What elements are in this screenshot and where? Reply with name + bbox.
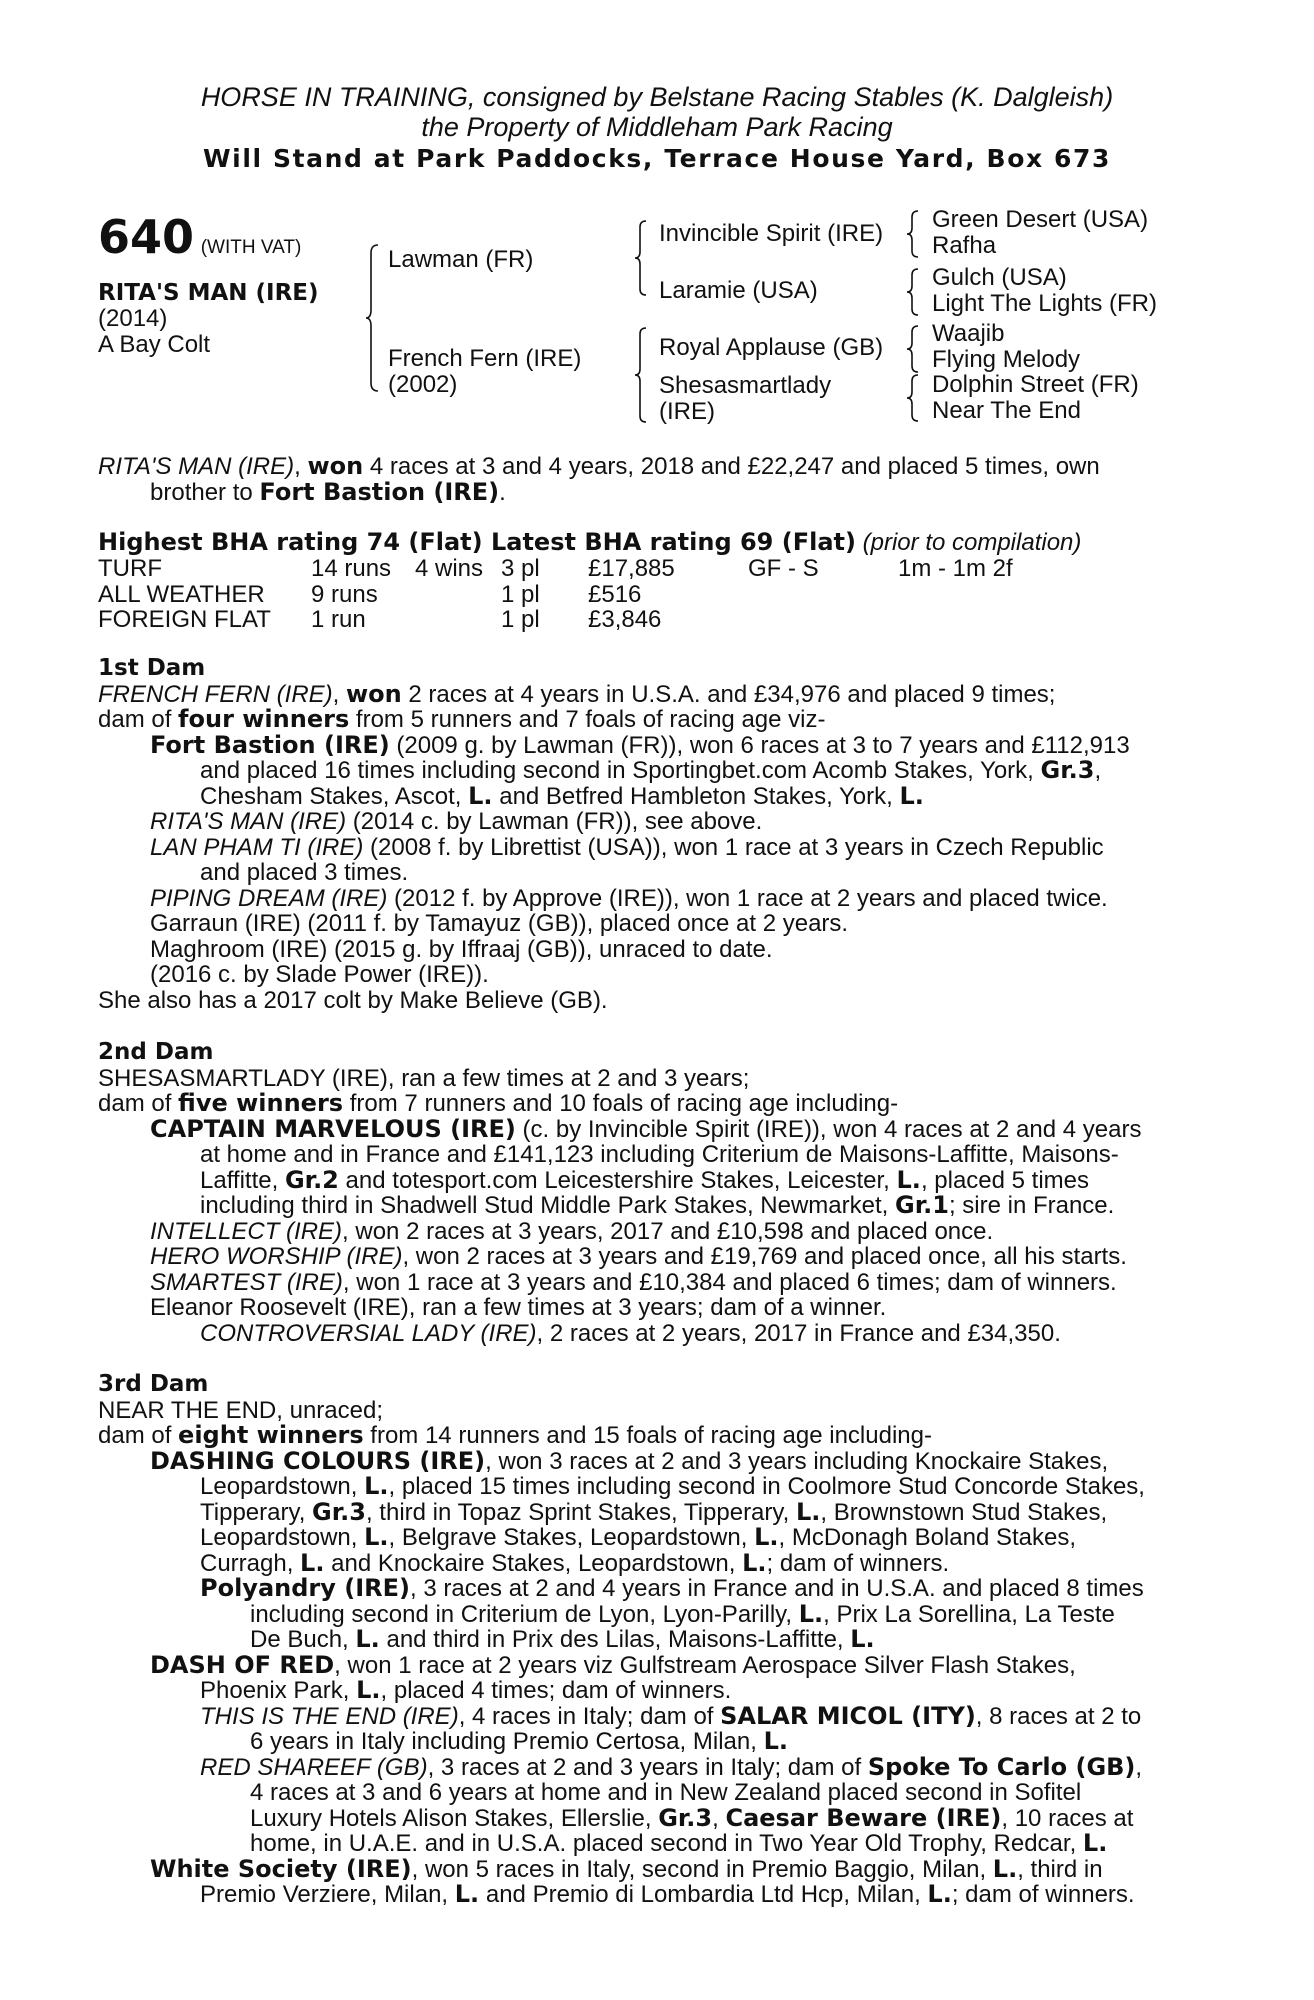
grade-label: Gr.1	[895, 1191, 949, 1219]
text: , 10 races at	[1001, 1804, 1134, 1832]
ancestor-7: Dolphin Street (FR)	[932, 371, 1139, 398]
section-heading: 3rd Dam	[98, 1371, 209, 1397]
progeny-note: She also has a 2017 colt by Make Believe (GB).	[98, 986, 608, 1014]
section-heading: 1st Dam	[98, 655, 206, 681]
summary-text: ,	[294, 453, 308, 480]
winners-count: four winners	[178, 705, 350, 733]
text: De Buch,	[250, 1626, 356, 1653]
ancestor-6: Flying Melody	[932, 346, 1081, 373]
text: , 8 races at 2 to	[975, 1702, 1142, 1730]
summary-brother: Fort Bastion (IRE)	[259, 477, 500, 506]
runs: 9 runs	[311, 580, 378, 608]
lot-header	[0, 82, 1314, 176]
text: Phoenix Park,	[200, 1677, 357, 1704]
ratings-note: (prior to compilation)	[862, 529, 1082, 556]
text: , McDonagh Boland Stakes,	[778, 1524, 1077, 1551]
text: Tipperary,	[200, 1498, 313, 1526]
summary-won: won	[307, 452, 364, 480]
surface: FOREIGN FLAT	[98, 606, 271, 633]
text: Laffitte,	[200, 1166, 285, 1194]
dam-line: NEAR THE END, unraced;	[98, 1396, 383, 1424]
pedigree-brace-g1	[906, 209, 920, 259]
listed-label: L.	[454, 1880, 480, 1908]
text: 4 races at 3 and 6 years at home and in New Zealand placed second in Sofitel	[250, 1779, 1082, 1806]
progeny-line: Maghroom (IRE) (2015 g. by Iffraaj (GB)), unraced to date.	[150, 935, 773, 963]
text: dam of	[98, 1090, 179, 1117]
grade-label: Gr.3	[312, 1497, 366, 1526]
third-dam-section	[98, 1372, 1208, 1908]
ancestor-1: Green Desert (USA)	[932, 206, 1149, 233]
text: (c. by Invincible Spirit (IRE)), won 4 races at 2 and 4 years	[515, 1115, 1142, 1143]
listed-label: L.	[754, 1523, 779, 1551]
dam-line: SHESASMARTLADY (IRE), ran a few times at 2 and 3 years;	[98, 1064, 750, 1092]
sire: Lawman (FR)	[388, 246, 534, 273]
text: , won 1 race at 2 years viz Gulfstream Aerospace Silver Flash Stakes,	[334, 1651, 1076, 1679]
progeny-name: PIPING DREAM (IRE)	[150, 884, 388, 912]
text: Leopardstown,	[200, 1524, 365, 1551]
text: , won 2 races at 3 years and £19,769 and placed once, all his starts.	[402, 1243, 1127, 1270]
text: ; sire in France.	[948, 1192, 1115, 1219]
lot-number: 640	[98, 210, 195, 264]
text: 6 years in Italy including Premio Certosa, Milan,	[250, 1728, 764, 1755]
text: dam of	[98, 1422, 179, 1449]
progeny-name: LAN PHAM TI (IRE)	[150, 833, 364, 861]
ancestor-5: Waajib	[932, 320, 1005, 347]
first-dam-section	[98, 656, 1208, 1013]
listed-label: L.	[1082, 1829, 1108, 1857]
text: home, in U.A.E. and in U.S.A. placed second in Two Year Old Trophy, Redcar,	[250, 1830, 1083, 1857]
grade-label: Gr.3	[1040, 756, 1095, 784]
ancestor-8: Near The End	[932, 397, 1081, 424]
distance: 1m - 1m 2f	[898, 555, 1013, 582]
text: , placed 5 times	[920, 1166, 1090, 1194]
pedigree-brace-g3	[906, 324, 920, 374]
progeny-name: Spoke To Carlo (GB)	[867, 1752, 1136, 1781]
text: Curragh,	[200, 1549, 301, 1577]
listed-label: L.	[798, 1599, 824, 1628]
text: ,	[712, 1804, 726, 1832]
listed-label: L.	[364, 1523, 389, 1551]
dam-dam-line2: (IRE)	[659, 398, 715, 425]
text: and Premio di Lombardia Ltd Hcp, Milan,	[479, 1881, 928, 1908]
vat-note: (WITH VAT)	[200, 237, 302, 258]
sire-sire: Invincible Spirit (IRE)	[659, 220, 884, 247]
text: , 4 races in Italy; dam of	[458, 1702, 721, 1730]
listed-label: L.	[763, 1727, 788, 1755]
winners-count: five winners	[178, 1089, 344, 1117]
grade-label: Gr.2	[284, 1165, 339, 1194]
text: from 7 runners and 10 foals of racing age including-	[343, 1090, 899, 1117]
horse-name: RITA'S MAN (IRE)	[98, 280, 319, 306]
progeny-line: (2016 c. by Slade Power (IRE)).	[150, 961, 489, 988]
text: , won 1 race at 3 years and £10,384 and placed 6 times; dam of winners.	[342, 1268, 1117, 1296]
text: from 5 runners and 7 foals of racing age viz-	[349, 706, 826, 733]
listed-label: L.	[356, 1676, 381, 1704]
pedigree-brace-sire	[634, 219, 648, 297]
text: ; dam of winners.	[766, 1549, 950, 1577]
text: ; dam of winners.	[951, 1881, 1135, 1908]
text: (2012 f. by Approve (IRE)), won 1 race at 2 years and placed twice.	[387, 884, 1108, 912]
lot-number-block	[98, 210, 302, 264]
runs: 1 run	[311, 606, 366, 633]
progeny-name: SMARTEST (IRE)	[150, 1268, 343, 1296]
text: and Betfred Hambleton Stakes, York,	[492, 782, 900, 810]
text: ,	[1094, 757, 1102, 784]
progeny-name: HERO WORSHIP (IRE)	[150, 1243, 403, 1270]
placed: 1 pl	[501, 606, 540, 633]
summary-text: brother to	[150, 478, 260, 506]
text: , third in	[1017, 1855, 1103, 1883]
text: and placed 3 times.	[200, 859, 409, 886]
progeny-name: CAPTAIN MARVELOUS (IRE)	[150, 1114, 516, 1143]
progeny-name: White Society (IRE)	[150, 1854, 412, 1883]
wins: 4 wins	[415, 555, 484, 582]
race-summary	[98, 454, 1208, 505]
text: , 3 races at 2 and 3 years in Italy; dam of	[427, 1753, 868, 1781]
text: ,	[1135, 1753, 1143, 1781]
text: , placed 4 times; dam of winners.	[380, 1677, 732, 1704]
ratings-text: Highest BHA rating 74 (Flat) Latest BHA rating 69 (Flat)	[98, 528, 856, 556]
progeny-line: Garraun (IRE) (2011 f. by Tamayuz (GB)), placed once at 2 years.	[150, 910, 849, 937]
going: GF - S	[748, 555, 819, 582]
text: (2009 g. by Lawman (FR)), won 6 races at 3 to 7 years and £112,913	[389, 731, 1130, 759]
ancestor-3: Gulch (USA)	[932, 264, 1067, 291]
listed-label: L.	[896, 1165, 921, 1194]
text: from 14 runners and 15 foals of racing age including-	[363, 1422, 932, 1449]
placed: 3 pl	[501, 555, 540, 582]
second-dam-section	[98, 1040, 1208, 1346]
dam-sire: Royal Applause (GB)	[659, 334, 884, 361]
text: , 3 races at 2 and 4 years in France and in U.S.A. and placed 8 times	[410, 1575, 1144, 1602]
text: including third in Shadwell Stud Middle Park Stakes, Newmarket,	[200, 1192, 895, 1219]
listed-label: L.	[355, 1625, 380, 1653]
text: and Knockaire Stakes, Leopardstown,	[324, 1549, 743, 1577]
text: and totesport.com Leicestershire Stakes, Leicester,	[338, 1166, 897, 1194]
section-heading: 2nd Dam	[98, 1039, 214, 1065]
pedigree-brace-g2	[906, 267, 920, 317]
pedigree-brace-g4	[906, 373, 920, 423]
prize: £3,846	[588, 606, 662, 633]
stand-line: Will Stand at Park Paddocks, Terrace House Yard, Box 673	[202, 144, 1111, 173]
listed-label: L.	[992, 1854, 1018, 1883]
summary-text: .	[499, 478, 506, 506]
pedigree-brace-main	[364, 243, 380, 393]
winners-count: eight winners	[178, 1421, 364, 1449]
text: , won 3 races at 2 and 3 years including Knockaire Stakes,	[485, 1447, 1109, 1475]
text: , Brownstown Stud Stakes,	[820, 1498, 1108, 1526]
progeny-name: RED SHAREEF (GB)	[200, 1753, 428, 1781]
dam-dam-line1: Shesasmartlady	[659, 372, 832, 399]
text: including second in Criterium de Lyon, Lyon-Parilly,	[250, 1600, 799, 1628]
text: Chesham Stakes, Ascot,	[200, 782, 469, 810]
text: , placed 15 times including second in Coolmore Stud Concorde Stakes,	[388, 1473, 1145, 1500]
text: , 2 races at 2 years, 2017 in France and £34,350.	[536, 1319, 1061, 1347]
surface: TURF	[98, 555, 162, 582]
listed-label: L.	[899, 781, 924, 810]
progeny-name: Caesar Beware (IRE)	[725, 1803, 1002, 1832]
progeny-line: Eleanor Roosevelt (IRE), ran a few times at 3 years; dam of a winner.	[150, 1294, 887, 1321]
progeny-name: SALAR MICOL (ITY)	[720, 1701, 976, 1730]
progeny-name: CONTROVERSIAL LADY (IRE)	[200, 1319, 537, 1347]
text: , third in Topaz Sprint Stakes, Tipperary,	[365, 1498, 796, 1526]
property-line: the Property of Middleham Park Racing	[421, 112, 893, 142]
listed-label: L.	[468, 781, 493, 810]
placed: 1 pl	[501, 580, 540, 608]
ancestor-2: Rafha	[932, 232, 997, 259]
listed-label: L.	[927, 1880, 952, 1908]
progeny-name: INTELLECT (IRE)	[150, 1217, 343, 1245]
bha-ratings	[98, 530, 1081, 556]
surface: ALL WEATHER	[98, 580, 265, 608]
progeny-name: Fort Bastion (IRE)	[150, 730, 390, 759]
dam-name: FRENCH FERN (IRE)	[98, 680, 333, 708]
text: dam of	[98, 706, 179, 733]
dam-year: (2002)	[388, 371, 458, 398]
prize: £17,885	[588, 555, 675, 582]
text: (2008 f. by Librettist (USA)), won 1 race at 3 years in Czech Republic	[363, 833, 1104, 861]
text: and third in Prix des Lilas, Maisons-Laffitte,	[379, 1626, 851, 1653]
runs: 14 runs	[311, 555, 392, 582]
listed-label: L.	[742, 1548, 767, 1577]
text: Premio Verziere, Milan,	[200, 1881, 455, 1908]
progeny-name: THIS IS THE END (IRE)	[200, 1702, 459, 1730]
listed-label: L.	[364, 1472, 389, 1500]
text: Leopardstown,	[200, 1473, 365, 1500]
text: at home and in France and £141,123 including Criterium de Maisons-Laffitte, Maisons-	[200, 1141, 1119, 1168]
foaling-year: (2014)	[98, 305, 168, 332]
pedigree-brace-dam	[634, 326, 648, 424]
horse-description: A Bay Colt	[98, 331, 211, 358]
text: 2 races at 4 years in U.S.A. and £34,976 and placed 9 times;	[401, 680, 1056, 708]
text: Luxury Hotels Alison Stakes, Ellerslie,	[250, 1804, 659, 1832]
dam: French Fern (IRE)	[388, 345, 582, 372]
listed-label: L.	[300, 1548, 325, 1577]
text: , won 5 races in Italy, second in Premio Baggio, Milan,	[411, 1855, 993, 1883]
sire-dam: Laramie (USA)	[659, 277, 818, 304]
text: , Belgrave Stakes, Leopardstown,	[388, 1524, 755, 1551]
progeny-name: RITA'S MAN (IRE)	[150, 808, 347, 835]
progeny-name: DASHING COLOURS (IRE)	[150, 1446, 486, 1475]
won-label: won	[346, 679, 402, 708]
listed-label: L.	[795, 1497, 821, 1526]
ancestor-4: Light The Lights (FR)	[932, 290, 1157, 317]
progeny-name: DASH OF RED	[150, 1650, 335, 1679]
text: and placed 16 times including second in Sportingbet.com Acomb Stakes, York,	[200, 757, 1041, 784]
prize: £516	[588, 580, 642, 608]
text: (2014 c. by Lawman (FR)), see above.	[346, 808, 763, 835]
summary-text: 4 races at 3 and 4 years, 2018 and £22,247 and placed 5 times, own	[363, 453, 1100, 480]
grade-label: Gr.3	[658, 1803, 713, 1832]
text: ,	[332, 680, 346, 708]
listed-label: L.	[850, 1625, 875, 1653]
text: , Prix La Sorellina, La Teste	[823, 1600, 1115, 1628]
text: , won 2 races at 3 years, 2017 and £10,598 and placed once.	[342, 1217, 994, 1245]
progeny-name: Polyandry (IRE)	[200, 1574, 410, 1602]
consignor-line: HORSE IN TRAINING, consigned by Belstane Racing Stables (K. Dalgleish)	[200, 82, 1114, 112]
summary-horse: RITA'S MAN (IRE)	[98, 453, 295, 480]
